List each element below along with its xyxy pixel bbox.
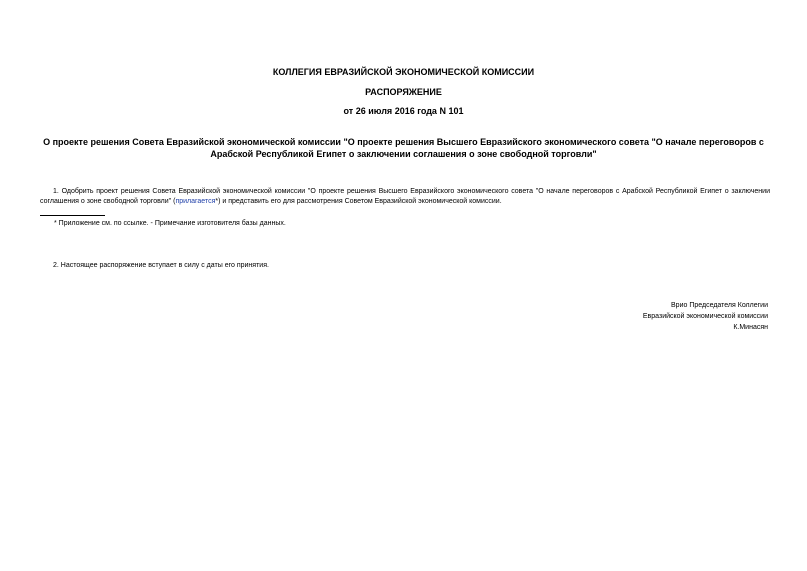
signature-position: Врио Председателя Коллегии (671, 302, 768, 309)
signature-organization: Евразийской экономической комиссии (642, 313, 768, 320)
appendix-link[interactable]: прилагается (175, 198, 216, 205)
paragraph-item-1 (40, 187, 770, 207)
footnote: * Приложение см. по ссылке. - Примечание изготовителя базы данных. (54, 220, 286, 227)
paragraph-item-2: 2. Настоящее распоряжение вступает в силу с даты его принятия. (53, 262, 269, 269)
document-type: РАСПОРЯЖЕНИЕ (365, 87, 442, 97)
issuing-authority: КОЛЛЕГИЯ ЕВРАЗИЙСКОЙ ЭКОНОМИЧЕСКОЙ КОМИССИИ (272, 67, 535, 77)
signature-block (643, 300, 768, 333)
item-1-text-end: *) и представить его для рассмотрения Советом Евразийской экономической комиссии. (215, 198, 502, 205)
document-date-number: от 26 июля 2016 года N 101 (343, 106, 464, 116)
footnote-divider (40, 215, 105, 216)
item-1-text-start: 1. Одобрить проект решения Совета Евразийской экономической комиссии "О проекте решения Высшего Евразийского экономического совета "О начале переговоров с Арабской Республикой Египет о заключении соглашения о зоне свободной торговли" ( (40, 188, 770, 205)
document-title: О проекте решения Совета Евразийской экономической комиссии "О проекте решения Высшего Евразийского экономического совета "О начале переговоров с Арабской Республикой Египет о заключении соглашения о зоне свободной торговли" (43, 137, 764, 159)
signature-name: К.Минасян (733, 324, 768, 331)
